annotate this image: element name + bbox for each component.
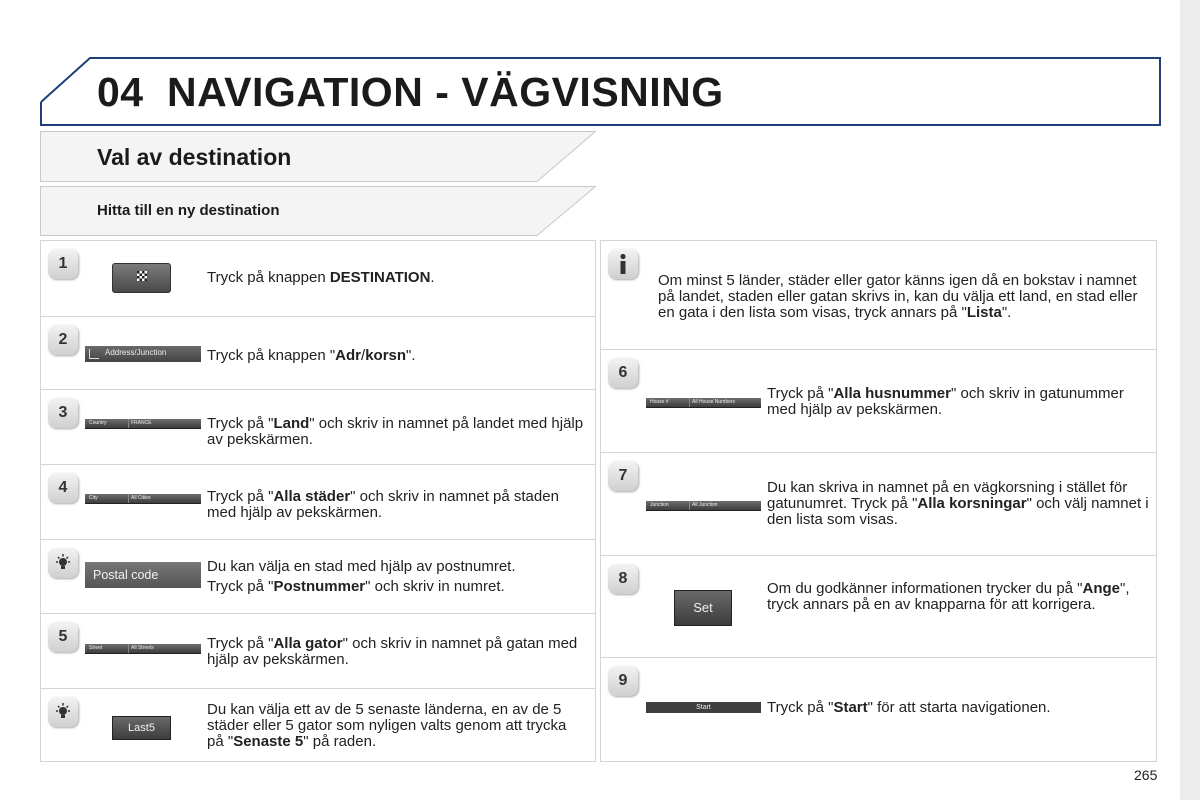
note-badge (608, 249, 638, 279)
start-button[interactable]: Start (646, 702, 761, 713)
address-junction-label: Address/Junction (105, 348, 167, 357)
bold-term: Land (273, 415, 310, 432)
step-row (601, 657, 1156, 764)
step-number-badge: 3 (48, 398, 78, 428)
field-separator (128, 419, 129, 428)
field-value: All Junction (692, 502, 718, 508)
bold-term: Alla husnummer (833, 385, 951, 402)
text-fragment: . (430, 269, 435, 286)
step-description (207, 559, 587, 599)
text-fragment: Tryck på knappen (207, 269, 330, 286)
section-title: Val av destination (97, 144, 292, 170)
step-description (207, 702, 587, 754)
bold-term: Start (833, 699, 868, 716)
step-row (41, 464, 595, 540)
description-line (207, 348, 587, 364)
step-number-badge: 9 (608, 666, 638, 696)
destination-button[interactable] (112, 263, 171, 293)
bold-term: Lista (966, 304, 1002, 321)
text-fragment: " och skriv in namnet på staden med hjälp av pekskärmen. (207, 488, 559, 521)
postal-code-button[interactable]: Postal code (85, 562, 201, 588)
field-separator (128, 494, 129, 503)
step-description (207, 348, 587, 368)
text-fragment: Tryck på " (767, 385, 834, 402)
field-separator (689, 501, 690, 510)
set-button[interactable]: Set (674, 590, 732, 626)
text-fragment: Tryck på " (207, 635, 274, 652)
field-selector-bar[interactable] (85, 419, 201, 429)
text-fragment: ". (406, 347, 416, 364)
description-line (207, 636, 587, 668)
step-description (767, 700, 1153, 720)
field-selector-bar[interactable] (646, 501, 761, 511)
steps-right-column (600, 240, 1157, 762)
bold-term: Alla korsningar (917, 495, 1027, 512)
description-line (207, 270, 587, 286)
step-row (41, 539, 595, 614)
text-fragment: Tryck på knappen " (207, 347, 336, 364)
description-line (207, 579, 587, 595)
field-selector-bar[interactable] (85, 644, 201, 654)
step-row (601, 555, 1156, 658)
text-fragment: / (361, 347, 366, 364)
text-fragment: Om du godkänner informationen trycker du på " (767, 580, 1083, 597)
description-line (767, 480, 1153, 528)
address-icon (89, 349, 99, 359)
description-line (207, 489, 587, 521)
step-row (601, 241, 1156, 349)
step-row (41, 613, 595, 689)
text-fragment: Du kan välja ett av de 5 senaste länderna, en av de 5 städer eller 5 gator som nyligen valts genom att trycka på " (207, 701, 567, 750)
step-row (601, 349, 1156, 453)
step-description (767, 581, 1153, 617)
bold-term: Alla städer (273, 488, 351, 505)
section-subtitle: Hitta till en ny destination (97, 202, 280, 219)
step-row (41, 241, 595, 316)
step-number-badge: 1 (48, 249, 78, 279)
description-line (767, 386, 1153, 418)
bold-term: Postnummer (273, 578, 366, 595)
step-description (207, 636, 587, 672)
description-line (767, 700, 1153, 716)
text-fragment: Tryck på " (207, 578, 274, 595)
text-fragment: Tryck på " (767, 699, 834, 716)
bold-term: Ange (1082, 580, 1120, 597)
step-description (767, 480, 1153, 532)
bold-term: korsn (365, 347, 407, 364)
section-subtitle-band (40, 186, 596, 236)
field-separator (689, 398, 690, 407)
text-fragment: Du kan välja en stad med hjälp av postnumret. (207, 558, 516, 575)
bold-term: Senaste 5 (233, 733, 304, 750)
step-number-badge: 7 (608, 461, 638, 491)
description-line (767, 581, 1153, 613)
field-name: Country (89, 420, 107, 426)
description-line (207, 416, 587, 448)
bold-term: DESTINATION (329, 269, 431, 286)
text-fragment: Tryck på " (207, 488, 274, 505)
step-description (658, 273, 1153, 325)
step-description (207, 270, 587, 290)
text-fragment: Du kan skriva in namnet på en vägkorsning i stället för gatunumret. Tryck på " (767, 479, 1128, 512)
text-fragment: Om minst 5 länder, städer eller gator känns igen då en bokstav i namnet på landet, staden eller gatan skrivs in, kan du välja ett land, en stad eller en gata i den lista som visas, tryck annars på " (658, 272, 1138, 321)
step-row (601, 452, 1156, 556)
field-value: All Streets (131, 645, 154, 651)
text-fragment: ", tryck annars på en av knapparna för att korrigera. (767, 580, 1130, 613)
address-junction-button[interactable] (85, 346, 201, 362)
step-number-badge: 4 (48, 473, 78, 503)
field-name: Junction (650, 502, 669, 508)
field-separator (128, 644, 129, 653)
step-description (207, 416, 587, 452)
step-number-badge: 5 (48, 622, 78, 652)
bold-term: Adr (335, 347, 362, 364)
lightbulb-tip-icon (53, 702, 73, 722)
chapter-header (40, 57, 1161, 127)
text-fragment: Tryck på " (207, 415, 274, 432)
description-line (207, 559, 587, 575)
steps-left-column (40, 240, 596, 762)
step-row (41, 688, 595, 764)
note-badge (48, 697, 78, 727)
description-line (207, 702, 587, 750)
last5-button[interactable]: Last5 (112, 716, 171, 740)
field-name: City (89, 495, 98, 501)
text-fragment: " och skriv in numret. (365, 578, 505, 595)
text-fragment: " och skriv in namnet på landet med hjälp av pekskärmen. (207, 415, 584, 448)
field-name: Street (89, 645, 103, 651)
checkered-flag-icon (137, 271, 147, 281)
step-description (767, 386, 1153, 422)
step-row (41, 316, 595, 390)
text-fragment: " och skriv in gatunummer med hjälp av pekskärmen. (767, 385, 1124, 418)
text-fragment: " på raden. (303, 733, 377, 750)
text-fragment: ". (1001, 304, 1012, 321)
field-value: All Cities (131, 495, 151, 501)
info-icon (613, 253, 633, 275)
text-fragment: " och skriv in namnet på gatan med hjälp av pekskärmen. (207, 635, 578, 668)
field-selector-bar[interactable] (646, 398, 761, 408)
chapter-title: NAVIGATION - VÄGVISNING (167, 69, 724, 115)
page-number: 265 (1134, 767, 1158, 783)
bold-term: Alla gator (273, 635, 343, 652)
field-value: All House Numbers (692, 399, 736, 405)
scrollbar[interactable] (1180, 0, 1200, 800)
step-number-badge: 8 (608, 564, 638, 594)
text-fragment: " och välj namnet i den lista som visas. (767, 495, 1149, 528)
description-line (658, 273, 1153, 321)
text-fragment: " för att starta navigationen. (867, 699, 1051, 716)
step-description (207, 489, 587, 525)
field-value: FRANCE (131, 420, 152, 426)
section-title-band (40, 131, 596, 182)
step-number-badge: 2 (48, 325, 78, 355)
field-selector-bar[interactable] (85, 494, 201, 504)
field-name: House # (650, 399, 669, 405)
chapter-number: 04 (97, 69, 144, 115)
lightbulb-tip-icon (53, 553, 73, 573)
step-number-badge: 6 (608, 358, 638, 388)
step-row (41, 389, 595, 465)
note-badge (48, 548, 78, 578)
